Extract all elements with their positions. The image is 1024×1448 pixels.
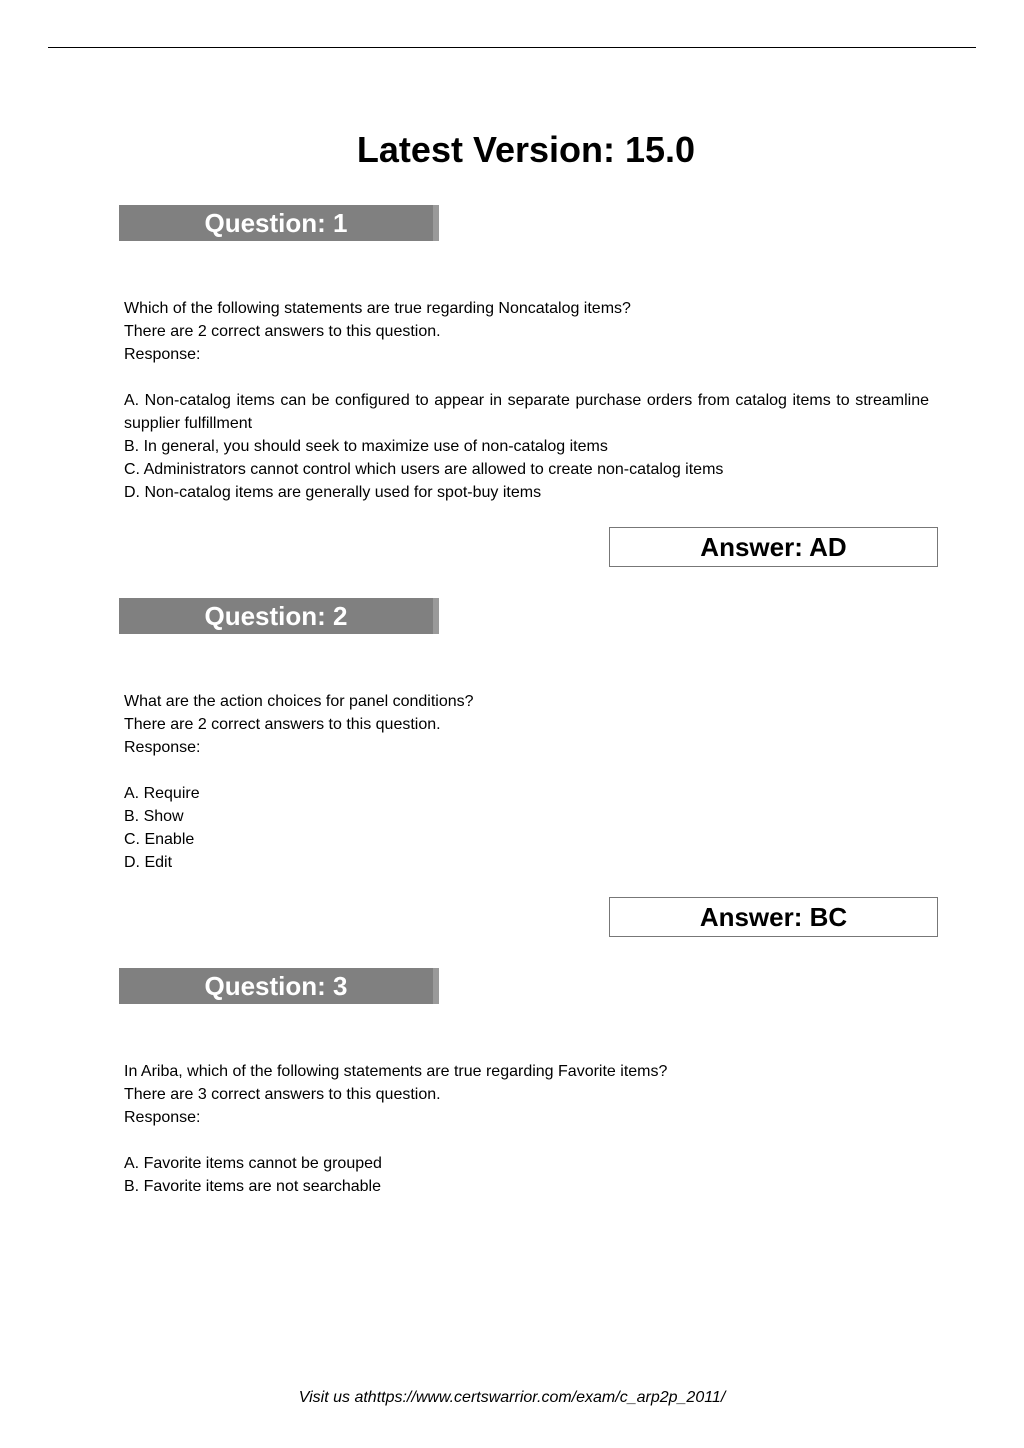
question-instruction: There are 2 correct answers to this question. bbox=[124, 323, 441, 340]
question-instruction: There are 2 correct answers to this question. bbox=[124, 716, 441, 733]
answer-option-a: A. Non-catalog items can be configured to appear in separate purchase orders from catalog items to streamline supplier fulfillment bbox=[124, 392, 929, 432]
question-body bbox=[124, 297, 929, 504]
question-header: Question: 3 bbox=[119, 968, 439, 1004]
answer-option-c: C. Administrators cannot control which users are allowed to create non-catalog items bbox=[124, 461, 724, 478]
question-header: Question: 2 bbox=[119, 598, 439, 634]
page-title: Latest Version: 15.0 bbox=[356, 129, 696, 170]
question-header: Question: 1 bbox=[119, 205, 439, 241]
response-label: Response: bbox=[124, 1109, 201, 1126]
top-divider bbox=[48, 47, 976, 48]
question-instruction: There are 3 correct answers to this question. bbox=[124, 1086, 441, 1103]
answer-option-d: D. Edit bbox=[124, 854, 173, 871]
question-body bbox=[124, 690, 929, 874]
spacer bbox=[124, 759, 929, 782]
answer-option-c: C. Enable bbox=[124, 831, 195, 848]
question-body bbox=[124, 1060, 929, 1198]
question-prompt: Which of the following statements are true regarding Noncatalog items? bbox=[124, 300, 631, 317]
answer-option-b: B. Favorite items are not searchable bbox=[124, 1178, 382, 1195]
answer-option-b: B. Show bbox=[124, 808, 184, 825]
question-prompt: In Ariba, which of the following statements are true regarding Favorite items? bbox=[124, 1063, 668, 1080]
answer-box-2: Answer: BC bbox=[609, 897, 938, 937]
answer-option-a: A. Favorite items cannot be grouped bbox=[124, 1155, 382, 1172]
spacer bbox=[124, 1129, 929, 1152]
spacer bbox=[124, 366, 929, 389]
answer-option-a: A. Require bbox=[124, 785, 200, 802]
response-label: Response: bbox=[124, 346, 201, 363]
answer-option-b: B. In general, you should seek to maximize use of non-catalog items bbox=[124, 438, 608, 455]
question-prompt: What are the action choices for panel conditions? bbox=[124, 693, 474, 710]
response-label: Response: bbox=[124, 739, 201, 756]
footer-link-text: Visit us athttps://www.certswarrior.com/exam/c_arp2p_2011/ bbox=[298, 1389, 726, 1406]
answer-option-d: D. Non-catalog items are generally used for spot-buy items bbox=[124, 484, 542, 501]
answer-box-1: Answer: AD bbox=[609, 527, 938, 567]
